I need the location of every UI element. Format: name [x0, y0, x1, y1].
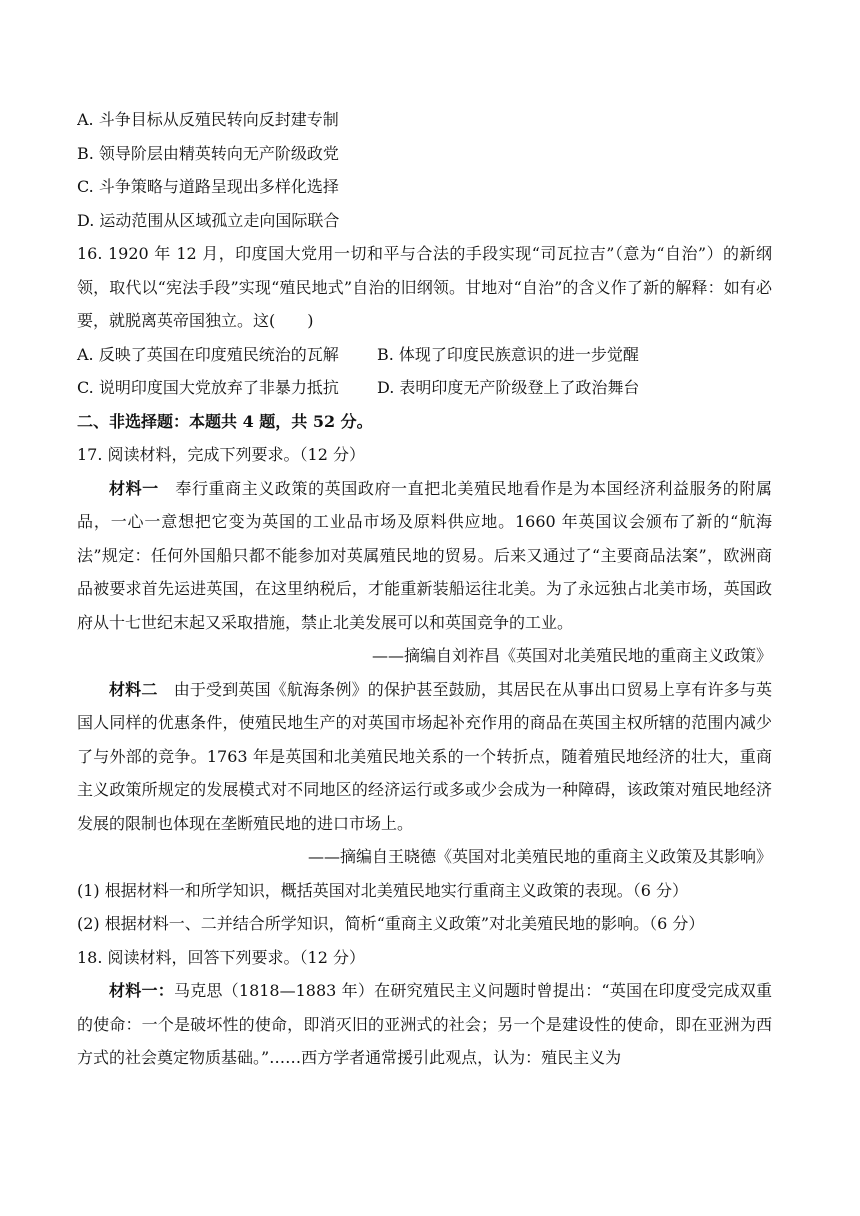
page-content — [77, 103, 772, 1075]
q15-option-b: B. 领导阶层由精英转向无产阶级政党 — [77, 143, 339, 163]
q17-material2-text: 由于受到英国《航海条例》的保护甚至鼓励，其居民在从事出口贸易上享有许多与英国人同样的优惠条件，使殖民地生产的对英国市场起补充作用的商品在英国主权所辖的范围内减少了与外部的竞争。1763 年是英国和北美殖民地关系的一个转折点，随着殖民地经济的壮大，重商主义政策所规定的发展模式对不同地区的经济运行或多或少会成为一种障碍，该政策对殖民地经济发展的限制也体现在垄断殖民地的进口市场上。 — [77, 679, 772, 833]
q16-option-b: B. 体现了印度民族意识的进一步觉醒 — [377, 344, 639, 364]
q17-material2-source: ——摘编自王晓德《英国对北美殖民地的重商主义政策及其影响》 — [307, 847, 772, 866]
q16-stem: 16. 1920 年 12 月，印度国大党用一切和平与合法的手段实现“司瓦拉吉”（意为“自治”）的新纲领，取代以“宪法手段”实现“殖民地式”自治的旧纲领。甘地对“自治”的含义作了新的解释：如有必要，就脱离英帝国独立。这( ) — [77, 244, 772, 330]
q18-material1-text: 马克思（1818—1883 年）在研究殖民主义问题时曾提出：“英国在印度受完成双重的使命：一个是破坏性的使命，即消灭旧的亚洲式的社会；另一个是建设性的使命，即在亚洲为西方式的社会奠定物质基础。”……西方学者通常援引此观点，认为：殖民主义为 — [77, 981, 772, 1067]
q17-sub1: (1) 根据材料一和所学知识，概括英国对北美殖民地实行重商主义政策的表现。（6 分） — [77, 880, 689, 900]
q17-sub2: (2) 根据材料一、二并结合所学知识，简析“重商主义政策”对北美殖民地的影响。（6 分） — [77, 914, 705, 933]
q15-option-a: A. 斗争目标从反殖民转向反封建专制 — [77, 110, 339, 129]
q16-option-d: D. 表明印度无产阶级登上了政治舞台 — [377, 378, 640, 397]
q15-option-c: C. 斗争策略与道路呈现出多样化选择 — [77, 177, 339, 196]
q16-option-a: A. 反映了英国在印度殖民统治的瓦解 — [77, 344, 339, 364]
q16-option-c: C. 说明印度国大党放弃了非暴力抵抗 — [77, 378, 339, 397]
q17-material1-label: 材料一 — [109, 478, 159, 498]
q16-options-row-2 — [77, 371, 772, 405]
q16-options-row-1 — [77, 338, 772, 372]
q18-stem: 18. 阅读材料，回答下列要求。（12 分） — [77, 947, 365, 967]
q17-material1-text: 奉行重商主义政策的英国政府一直把北美殖民地看作是为本国经济利益服务的附属品，一心一意想把它变为英国的工业品市场及原料供应地。1660 年英国议会颁布了新的“航海法”规定：任何外国船只都不能参加对英属殖民地的贸易。后来又通过了“主要商品法案”，欧洲商品被要求首先运进英国，在这里纳税后，才能重新装船运往北美。为了永远独占北美市场，英国政府从十七世纪末起又采取措施，禁止北美发展可以和英国竞争的工业。 — [77, 478, 772, 632]
q17-material2-label: 材料二 — [109, 679, 158, 699]
q18-material1-label: 材料一： — [109, 981, 174, 1000]
q17-material2 — [77, 673, 772, 841]
q15-option-d: D. 运动范围从区域孤立走向国际联合 — [77, 210, 340, 230]
q17-stem: 17. 阅读材料，完成下列要求。（12 分） — [77, 445, 365, 464]
section2-heading: 二、非选择题：本题共 4 题，共 52 分。 — [77, 411, 373, 431]
q17-material1 — [77, 472, 772, 640]
q17-material1-source: ——摘编自刘祚昌《英国对北美殖民地的重商主义政策》 — [371, 646, 772, 665]
q18-material1 — [77, 974, 772, 1075]
